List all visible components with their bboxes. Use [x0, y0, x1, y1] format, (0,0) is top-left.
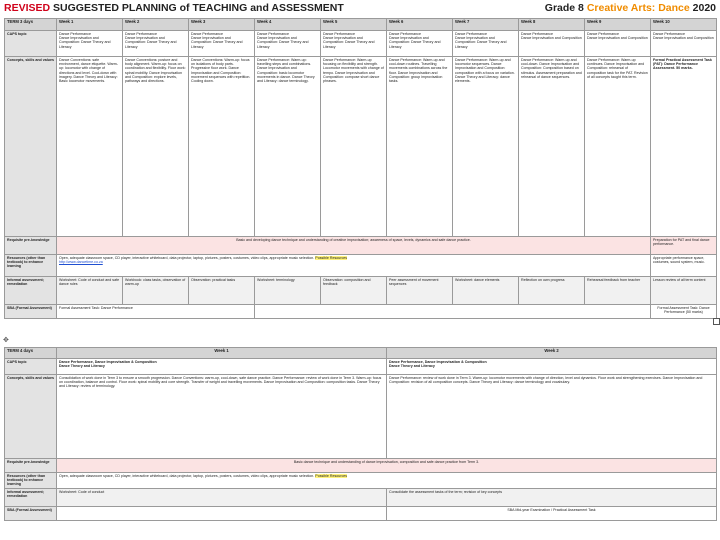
week-header: Week 3	[189, 19, 255, 31]
requisite-cell: Basic and developing dance technique and understanding of creative improvisation; awareness of space, levels, dynamics and safe dance practice.	[57, 237, 651, 255]
grade-subject: Creative Arts: Dance	[586, 2, 690, 14]
term4-requisite-label: Requisite pre-knowledge	[5, 459, 57, 473]
concepts-cell: Dance Performance: Warm-up and cool-down routines. Travelling movements combinations across the floor. Dance Improvisation and Composition: group improvisation tasks.	[387, 57, 453, 237]
term4-informal-label: Informal assessment; remediation	[5, 488, 57, 506]
caps-cell: Dance Performance Dance Improvisation and Composition: Dance Theory and Literacy	[189, 31, 255, 57]
week-header: Week 1	[57, 19, 123, 31]
term3-planning-table	[4, 18, 717, 319]
caps-cell: Dance Performance Dance Improvisation and Composition	[585, 31, 651, 57]
informal-cell: Worksheet: terminology	[255, 277, 321, 305]
requisite-cell-last: Preparation for PAT and final dance performance.	[651, 237, 717, 255]
concepts-cell: Dance Conventions: Warm-up: focus on isolations of body parts. Progressive floor work. Dance Improvisation and Composition: movement sequences with repetition. Cooling down.	[189, 57, 255, 237]
term3-concepts-label: Concepts, skills and values	[5, 57, 57, 237]
page-title	[4, 2, 716, 16]
week-header: Week 8	[519, 19, 585, 31]
term3-weeks-row	[5, 19, 717, 31]
term4-caps-label: CAPS topic	[5, 359, 57, 375]
caps-cell: Dance Performance Dance Improvisation and Composition: Dance Theory and Literacy	[123, 31, 189, 57]
term3-caps-label: CAPS topic	[5, 31, 57, 57]
resources-highlight: Possible Resources	[315, 474, 348, 478]
title-revised: REVISED	[4, 2, 51, 14]
title-text: SUGGESTED PLANNING of TEACHING and ASSESSMENT	[50, 2, 344, 14]
week-header: Week 4	[255, 19, 321, 31]
term4-resources-row	[5, 473, 717, 489]
week-header: Week 9	[585, 19, 651, 31]
sba-cell-empty	[57, 506, 387, 520]
informal-cell: Lesson review of all term content	[651, 277, 717, 305]
sba-cell: Formal Assessment Task: Dance Performance	[57, 305, 255, 319]
resources-link[interactable]: http://www.dancetime.co.za	[59, 260, 103, 265]
term3-sba-row	[5, 305, 717, 319]
concepts-cell: Dance Performance: Warm-up focusing on flexibility and strength. Locomotor movements with change of tempo. Dance Improvisation and Composition: compose short dance phrases.	[321, 57, 387, 237]
week-header: Week 6	[387, 19, 453, 31]
grade-prefix: Grade 8	[544, 2, 587, 14]
term3-sba-label: SBA (Formal Assessment)	[5, 305, 57, 319]
term3-weeks-label: TERM 3 days	[5, 19, 57, 31]
term3-informal-row	[5, 277, 717, 305]
resources-cell-last: Appropriate performance space, costumes, sound system, music.	[651, 255, 717, 277]
informal-cell: Observation: composition and feedback	[321, 277, 387, 305]
term4-sba-label: SBA (Formal Assessment)	[5, 506, 57, 520]
concepts-cell: Dance Performance: Warm-up continues. Dance Improvisation and Composition: rehearsal of composition task for the PAT. Revision of all concepts taught this term.	[585, 57, 651, 237]
informal-cell: Worksheet: dance elements	[453, 277, 519, 305]
caps-cell: Dance Performance Dance Improvisation and Composition: Dance Theory and Literacy	[453, 31, 519, 57]
informal-cell: Consolidate the assessment tasks of the term; revision of key concepts	[387, 488, 717, 506]
informal-cell: Reflection on own progress	[519, 277, 585, 305]
informal-cell: Observation: practical tasks	[189, 277, 255, 305]
sba-cell-empty	[255, 305, 651, 319]
term4-concepts-label: Concepts, skills and values	[5, 375, 57, 459]
informal-cell: Worksheet: Code of conduct and safe dance rules	[57, 277, 123, 305]
concepts-cell: Dance Performance: Warm-up and cool-down. Dance Improvisation and Composition: Composition based on stimulus. Assessment preparation and rehearsal of dance sequences.	[519, 57, 585, 237]
resources-text: Open, adequate classroom space, CD player, interactive whiteboard, data projector, laptop, pictures, posters, costumes, video clips, appropriate music selection.	[59, 474, 315, 478]
concepts-cell: Dance Conventions: posture and body alignment. Warm-up: focus on coordination and flexibility. Floor work: spinal mobility. Dance Improvisation and Composition: explore levels, pathways and directions.	[123, 57, 189, 237]
resize-handle[interactable]	[713, 318, 720, 325]
week-header: Week 1	[57, 348, 387, 359]
concepts-cell: Dance Performance: Warm-up and locomotor sequences. Dance Improvisation and Composition: composition with a focus on variation. Dance Theory and Literacy: dance elements.	[453, 57, 519, 237]
concepts-cell: Dance Conventions: safe environment, dance etiquette. Warm-up: locomotor with change of directions and level. Cool-down with imagery. Dance Theory and Literacy: Basic locomotor movements.	[57, 57, 123, 237]
concepts-cell: Dance Performance: review of work done in Term 3. Warm-up: locomotor movements with change of direction, level and dynamics. Floor work and strengthening exercises. Dance Improvisation and Composition: revision of all composition concepts. Dance Theory and Literacy: dance terminology and vocabulary.	[387, 375, 717, 459]
term3-caps-row	[5, 31, 717, 57]
resources-cell	[57, 255, 651, 277]
term4-concepts-row	[5, 375, 717, 459]
move-handle-icon[interactable]: ✥	[3, 337, 9, 344]
informal-cell: Worksheet: Code of conduct	[57, 488, 387, 506]
caps-cell: Dance Performance, Dance Improvisation & Composition Dance Theory and Literacy	[57, 359, 387, 375]
term3-resources-row	[5, 255, 717, 277]
grade-year: 2020	[689, 2, 716, 14]
week-header: Week 2	[123, 19, 189, 31]
week-header: Week 7	[453, 19, 519, 31]
week-header: Week 5	[321, 19, 387, 31]
sba-cell: SBA Mid-year Examination / Practical Assessment Task	[387, 506, 717, 520]
term3-resources-label: Resources (other than textbook) to enhance learning	[5, 255, 57, 277]
caps-cell: Dance Performance Dance Improvisation and Composition: Dance Theory and Literacy	[387, 31, 453, 57]
term3-requisite-row	[5, 237, 717, 255]
caps-cell: Dance Performance, Dance Improvisation & Composition Dance Theory and Literacy	[387, 359, 717, 375]
term4-weeks-row	[5, 348, 717, 359]
resources-highlight: Possible Resources	[315, 256, 348, 260]
informal-cell: Peer assessment of movement sequences	[387, 277, 453, 305]
resources-text: Open, adequate classroom space, CD player, interactive whiteboard, data projector, laptop, pictures, posters, costumes, video clips, appropriate music selection.	[59, 256, 315, 260]
term4-informal-row	[5, 488, 717, 506]
term4-requisite-row	[5, 459, 717, 473]
term4-planning-table	[4, 347, 717, 521]
week-header: Week 2	[387, 348, 717, 359]
concepts-cell-pat: Formal Practical Assessment Task (PAT): Dance Performance Assessment. 50 marks.	[651, 57, 717, 237]
sba-cell-last: Formal Assessment Task: Dance Performance (50 marks)	[651, 305, 717, 319]
concepts-cell: Dance Performance: Warm-up: travelling steps and combinations. Dance Improvisation and Composition: basic locomotor movements in dance. Dance Theory and Literacy: dance terminology.	[255, 57, 321, 237]
term3-requisite-label: Requisite pre-knowledge	[5, 237, 57, 255]
term4-weeks-label: TERM 4 days	[5, 348, 57, 359]
caps-cell: Dance Performance Dance Improvisation and Composition: Dance Theory and Literacy	[321, 31, 387, 57]
caps-cell: Dance Performance Dance Improvisation and Composition: Dance Theory and Literacy	[255, 31, 321, 57]
requisite-cell: Basic dance technique and understanding of dance improvisation, composition and safe dance practice from Term 3.	[57, 459, 717, 473]
term3-concepts-row	[5, 57, 717, 237]
informal-cell: Rehearsal feedback from teacher	[585, 277, 651, 305]
week-header: Week 10	[651, 19, 717, 31]
informal-cell: Workbook: class tasks, observation of warm-up	[123, 277, 189, 305]
term4-caps-row	[5, 359, 717, 375]
concepts-cell: Consolidation of work done in Term 3 to ensure a smooth progression. Dance Conventions: warm-up, cool-down, safe dance practice. Dance Performance: review of work done in Term 3. Warm-up: focus on coordination, balance and control. Floor work: spinal mobility and core strength. Transfer of weight and travelling movements. Dance Improvisation and Composition: composition tasks. Dance Theory and Literacy: review of terminology.	[57, 375, 387, 459]
term3-informal-label: Informal assessment; remediation	[5, 277, 57, 305]
caps-cell: Dance Performance Dance Improvisation and Composition	[519, 31, 585, 57]
resources-cell	[57, 473, 717, 489]
term4-sba-row	[5, 506, 717, 520]
caps-cell: Dance Performance Dance Improvisation and Composition	[651, 31, 717, 57]
term4-resources-label: Resources (other than textbook) to enhance learning	[5, 473, 57, 489]
caps-cell: Dance Performance Dance Improvisation and Composition: Dance Theory and Literacy	[57, 31, 123, 57]
